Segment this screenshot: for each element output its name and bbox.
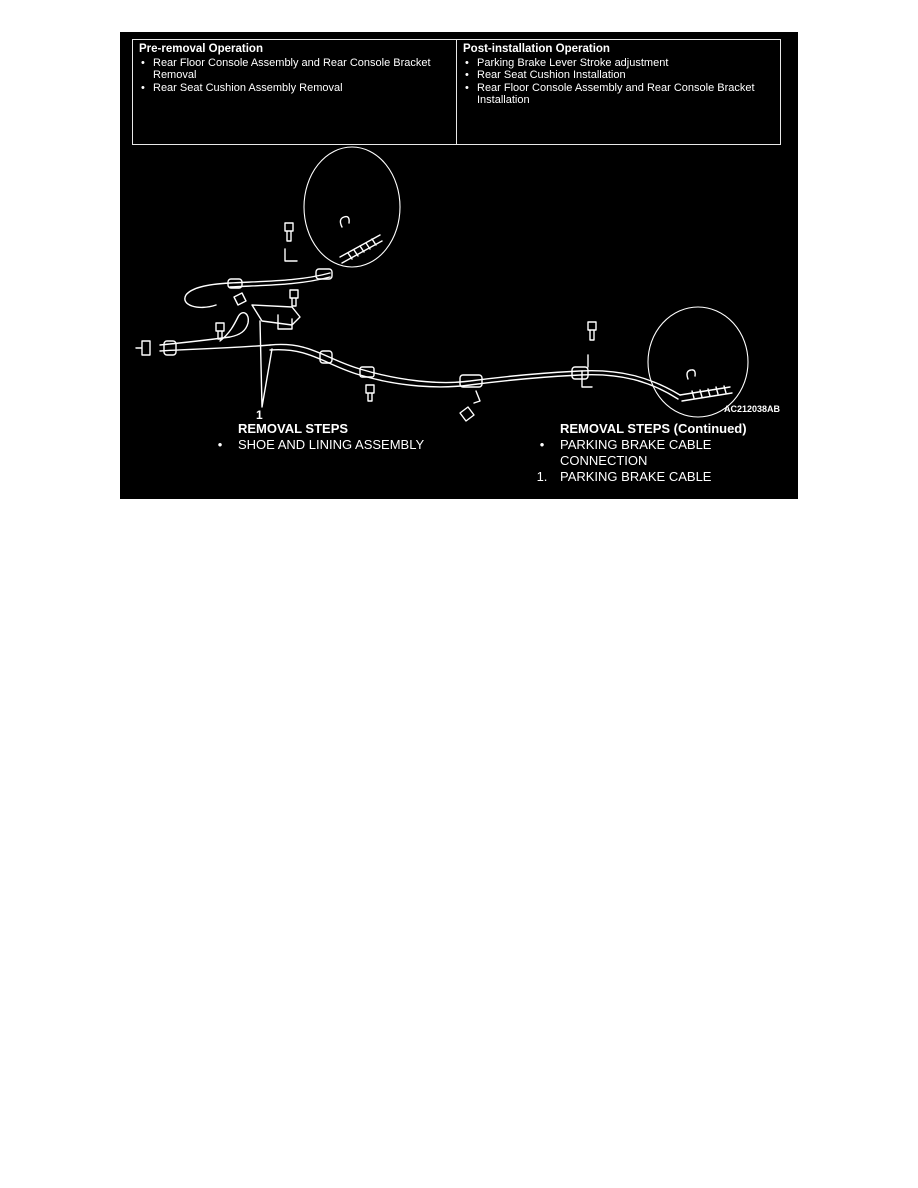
post-installation-column	[456, 40, 780, 144]
detail-circle-upper	[304, 147, 400, 267]
bracket-shape	[252, 305, 300, 325]
step-marker: •	[217, 437, 223, 452]
bolt-icon	[234, 293, 246, 305]
bolt-icon	[588, 322, 596, 340]
removal-steps-title: REMOVAL STEPS	[238, 421, 349, 436]
post-installation-item: • Rear Floor Console Assembly and Rear Console Bracket Installation	[463, 82, 774, 107]
step-marker: 1.	[536, 469, 548, 484]
bolt-icon	[366, 385, 374, 401]
step-label: SHOE AND LINING ASSEMBLY	[238, 437, 425, 452]
callout-number: 1	[256, 408, 263, 422]
pre-removal-item: • Rear Seat Cushion Assembly Removal	[139, 82, 450, 95]
removal-steps-continued-title: REMOVAL STEPS (Continued)	[560, 421, 747, 436]
parking-brake-cable-figure	[120, 32, 798, 499]
post-installation-title: Post-installation Operation	[463, 43, 610, 55]
removal-step	[217, 437, 425, 453]
pre-removal-title: Pre-removal Operation	[139, 43, 263, 55]
pre-removal-list	[139, 57, 450, 95]
pre-removal-column	[133, 40, 456, 144]
callout-leader	[260, 321, 272, 407]
removal-step	[539, 437, 760, 469]
post-installation-list	[463, 57, 774, 107]
brake-lever-hook	[340, 217, 349, 227]
bolt-icon	[216, 323, 224, 339]
bolt-icon	[460, 407, 474, 421]
operation-table	[132, 39, 781, 145]
removal-steps-continued	[536, 421, 760, 485]
cable-left-branch	[160, 313, 248, 345]
step-label: PARKING BRAKE CABLE CONNECTION	[560, 437, 712, 468]
removal-steps	[217, 421, 425, 453]
post-installation-item: • Parking Brake Lever Stroke adjustment	[463, 57, 774, 70]
cable-diagram	[120, 145, 798, 425]
brake-lever-hook	[687, 370, 695, 379]
removal-step	[536, 469, 760, 485]
figure-code: AC212038AB	[723, 404, 780, 414]
bolt-icon	[290, 290, 298, 306]
cable-upper	[185, 273, 330, 307]
bolt-icon	[285, 223, 293, 241]
pre-removal-item: • Rear Floor Console Assembly and Rear Console Bracket Removal	[139, 57, 450, 82]
step-label: PARKING BRAKE CABLE	[560, 469, 712, 484]
post-installation-item: • Rear Seat Cushion Installation	[463, 69, 774, 82]
detail-circle-right	[648, 307, 748, 417]
step-marker: •	[539, 437, 545, 452]
cable-end-plug	[136, 341, 150, 355]
